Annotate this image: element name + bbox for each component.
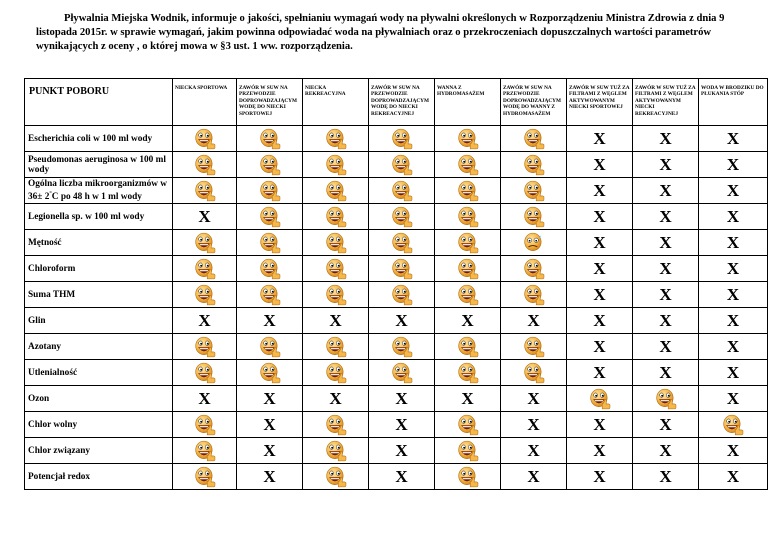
not-applicable-mark: X (659, 310, 672, 330)
column-header: ZAWÓR W SUW TUŻ ZA FILTRAMI Z WĘGLEM AKTYWOWANYM NIECKI SPORTOWEJ (567, 79, 633, 126)
row-label: Legionella sp. w 100 ml wody (25, 204, 173, 230)
compliant-cell (173, 438, 237, 464)
not-applicable-mark: X (726, 336, 740, 356)
thumbs-up-smiley-icon (194, 258, 216, 280)
not-applicable-mark: X (593, 284, 606, 304)
thumbs-up-smiley-icon (457, 284, 479, 306)
row-label: Chloroform (25, 256, 173, 282)
not-applicable-cell (567, 334, 633, 360)
thumbs-up-smiley-icon (194, 466, 216, 488)
compliant-cell (501, 334, 567, 360)
table-row (25, 178, 768, 204)
not-applicable-mark: X (659, 284, 672, 304)
thumbs-up-smiley-icon (523, 180, 545, 202)
not-applicable-mark: X (329, 388, 342, 408)
thumbs-up-smiley-icon (325, 232, 347, 254)
thumbs-up-smiley-icon (457, 336, 479, 358)
compliant-cell (173, 230, 237, 256)
not-applicable-cell (699, 464, 768, 490)
not-applicable-mark: X (263, 466, 276, 486)
thumbs-up-smiley-icon (457, 258, 479, 280)
table-row (25, 334, 768, 360)
table-header-row (25, 79, 768, 126)
thumbs-up-smiley-icon (457, 154, 479, 176)
not-applicable-mark: X (593, 232, 606, 252)
compliant-cell (303, 178, 369, 204)
not-applicable-cell (567, 360, 633, 386)
thumbs-up-smiley-icon (259, 336, 281, 358)
not-applicable-cell (699, 126, 768, 152)
not-applicable-mark: X (593, 206, 606, 226)
row-label: Escherichia coli w 100 ml wody (25, 126, 173, 152)
table-row (25, 204, 768, 230)
not-applicable-cell (237, 412, 303, 438)
not-applicable-cell (567, 282, 633, 308)
not-applicable-cell (567, 256, 633, 282)
thumbs-up-smiley-icon (391, 128, 413, 150)
compliant-cell (237, 230, 303, 256)
compliant-cell (435, 464, 501, 490)
not-applicable-mark: X (593, 440, 606, 460)
not-applicable-cell (237, 386, 303, 412)
thumbs-up-smiley-icon (259, 258, 281, 280)
thumbs-up-smiley-icon (391, 258, 413, 280)
thumbs-up-smiley-icon (259, 284, 281, 306)
thumbs-up-smiley-icon (194, 232, 216, 254)
not-applicable-cell (369, 412, 435, 438)
compliant-cell (237, 152, 303, 178)
thumbs-up-smiley-icon (722, 414, 744, 436)
not-applicable-mark: X (726, 206, 740, 226)
not-applicable-cell (633, 230, 699, 256)
compliant-cell (435, 438, 501, 464)
row-label: Chlor związany (25, 438, 173, 464)
not-applicable-cell (435, 308, 501, 334)
not-applicable-mark: X (527, 388, 540, 408)
compliant-cell (501, 256, 567, 282)
not-applicable-mark: X (329, 310, 342, 330)
not-applicable-mark: X (263, 310, 276, 330)
thumbs-up-smiley-icon (457, 206, 479, 228)
not-applicable-cell (567, 412, 633, 438)
compliant-cell (369, 230, 435, 256)
row-label: Chlor wolny (25, 412, 173, 438)
compliant-cell (303, 204, 369, 230)
not-applicable-mark: X (659, 258, 672, 278)
compliant-cell (173, 412, 237, 438)
not-applicable-cell (699, 152, 768, 178)
not-applicable-cell (633, 126, 699, 152)
not-applicable-cell (435, 386, 501, 412)
not-applicable-mark: X (593, 362, 606, 382)
compliant-cell (699, 412, 768, 438)
not-applicable-cell (567, 126, 633, 152)
thumbs-up-smiley-icon (259, 128, 281, 150)
not-applicable-mark: X (726, 258, 740, 278)
thumbs-up-smiley-icon (325, 154, 347, 176)
thumbs-up-smiley-icon (325, 440, 347, 462)
compliant-cell (501, 204, 567, 230)
not-applicable-mark: X (593, 258, 606, 278)
thumbs-up-smiley-icon (194, 128, 216, 150)
not-applicable-mark: X (659, 180, 672, 200)
not-applicable-cell (699, 308, 768, 334)
page-header: Pływalnia Miejska Wodnik, informuje o jakości, spełnianiu wymagań wody na pływalni określonych w Rozporządzeniu Ministra Zdrowia z dnia 9 listopada 2015r. w sprawie wymagań, jakim powinna odpowiadać woda na pływalniach oraz o przekroczeniach dopuszczalnych wartości parametrów wynikających z oceny , o której mowa w §3 ust. 1 ww. rozporządzenia. (36, 13, 725, 52)
not-applicable-cell (303, 386, 369, 412)
not-applicable-mark: X (395, 414, 408, 434)
thumbs-up-smiley-icon (194, 362, 216, 384)
not-applicable-cell (501, 464, 567, 490)
compliant-cell (303, 152, 369, 178)
not-applicable-cell (567, 438, 633, 464)
column-header: WANNA Z HYDROMASAŻEM (435, 79, 501, 126)
not-applicable-mark: X (593, 414, 606, 434)
not-applicable-mark: X (726, 154, 740, 174)
compliant-cell (303, 360, 369, 386)
compliant-cell (173, 126, 237, 152)
not-applicable-cell (633, 438, 699, 464)
compliant-cell (303, 412, 369, 438)
compliant-cell (369, 152, 435, 178)
thumbs-up-smiley-icon (391, 284, 413, 306)
not-applicable-cell (567, 204, 633, 230)
not-applicable-cell (633, 152, 699, 178)
thumbs-up-smiley-icon (523, 336, 545, 358)
thumbs-up-smiley-icon (259, 362, 281, 384)
compliant-cell (435, 126, 501, 152)
compliant-cell (173, 464, 237, 490)
thumbs-up-smiley-icon (391, 154, 413, 176)
compliant-cell (173, 334, 237, 360)
not-applicable-cell (699, 256, 768, 282)
not-applicable-mark: X (395, 310, 408, 330)
not-applicable-cell (369, 386, 435, 412)
not-applicable-cell (303, 308, 369, 334)
table-row (25, 438, 768, 464)
not-applicable-mark: X (263, 388, 276, 408)
compliant-cell (435, 230, 501, 256)
not-applicable-cell (699, 438, 768, 464)
not-applicable-cell (633, 256, 699, 282)
column-header: NIECKA SPORTOWA (173, 79, 237, 126)
compliant-cell (173, 152, 237, 178)
compliant-cell (369, 360, 435, 386)
not-applicable-mark: X (659, 154, 672, 174)
compliant-cell (303, 438, 369, 464)
thumbs-up-smiley-icon (325, 284, 347, 306)
thumbs-up-smiley-icon (457, 232, 479, 254)
not-applicable-mark: X (659, 466, 672, 486)
table-row (25, 308, 768, 334)
compliant-cell (237, 178, 303, 204)
not-applicable-mark: X (726, 232, 740, 252)
thumbs-up-smiley-icon (523, 258, 545, 280)
compliant-cell (369, 282, 435, 308)
compliant-cell (435, 204, 501, 230)
not-applicable-mark: X (527, 310, 540, 330)
row-label: Potencjał redox (25, 464, 173, 490)
not-applicable-mark: X (659, 206, 672, 226)
compliant-cell (435, 282, 501, 308)
not-applicable-cell (501, 438, 567, 464)
compliant-cell (501, 282, 567, 308)
row-label: Pseudomonas aeruginosa w 100 ml wody (25, 152, 173, 178)
compliant-cell (501, 360, 567, 386)
compliant-cell (501, 178, 567, 204)
thumbs-up-smiley-icon (457, 180, 479, 202)
not-applicable-cell (567, 152, 633, 178)
column-header: ZAWÓR W SUW NA PRZEWODZIE DOPROWADZAJĄCYM WODĘ DO NIECKI SPORTOWEJ (237, 79, 303, 126)
thumbs-up-smiley-icon (325, 414, 347, 436)
not-applicable-cell (699, 282, 768, 308)
table-row (25, 412, 768, 438)
not-applicable-mark: X (726, 466, 740, 486)
thumbs-up-smiley-icon (194, 440, 216, 462)
not-applicable-cell (567, 178, 633, 204)
not-applicable-cell (633, 334, 699, 360)
exceeded-cell (501, 230, 567, 256)
thumbs-up-smiley-icon (523, 128, 545, 150)
not-applicable-mark: X (593, 154, 606, 174)
not-applicable-cell (699, 204, 768, 230)
table-row (25, 230, 768, 256)
row-label: Utlenialność (25, 360, 173, 386)
table-row (25, 360, 768, 386)
table-row (25, 282, 768, 308)
column-header: NIECKA REKREACYJNA (303, 79, 369, 126)
not-applicable-mark: X (395, 388, 408, 408)
row-label: Azotany (25, 334, 173, 360)
not-applicable-cell (699, 230, 768, 256)
not-applicable-mark: X (726, 362, 740, 382)
thumbs-up-smiley-icon (523, 206, 545, 228)
column-header: ZAWÓR W SUW NA PRZEWODZIE DOPROWADZAJĄCYM WODĘ DO WANNY Z HYDROMASAŻEM (501, 79, 567, 126)
not-applicable-cell (699, 386, 768, 412)
not-applicable-mark: X (527, 440, 540, 460)
row-label: Ozon (25, 386, 173, 412)
thumbs-up-smiley-icon (457, 466, 479, 488)
thumbs-up-smiley-icon (194, 414, 216, 436)
not-applicable-mark: X (198, 310, 211, 330)
not-applicable-mark: X (527, 466, 540, 486)
not-applicable-cell (633, 412, 699, 438)
row-label: Suma THM (25, 282, 173, 308)
not-applicable-mark: X (395, 440, 408, 460)
thumbs-up-smiley-icon (457, 414, 479, 436)
table-row (25, 152, 768, 178)
compliant-cell (303, 126, 369, 152)
row-label: Glin (25, 308, 173, 334)
not-applicable-mark: X (726, 440, 740, 460)
not-applicable-mark: X (461, 310, 474, 330)
not-applicable-mark: X (593, 128, 606, 148)
compliant-cell (369, 126, 435, 152)
compliant-cell (237, 256, 303, 282)
not-applicable-cell (699, 360, 768, 386)
compliant-cell (303, 334, 369, 360)
thumbs-up-smiley-icon (194, 180, 216, 202)
compliant-cell (303, 282, 369, 308)
not-applicable-cell (633, 360, 699, 386)
table-row (25, 386, 768, 412)
compliant-cell (303, 464, 369, 490)
not-applicable-cell (173, 386, 237, 412)
not-applicable-mark: X (659, 414, 672, 434)
thumbs-up-smiley-icon (194, 336, 216, 358)
compliant-cell (501, 152, 567, 178)
not-applicable-cell (633, 204, 699, 230)
thumbs-up-smiley-icon (325, 206, 347, 228)
not-applicable-mark: X (263, 414, 276, 434)
not-applicable-mark: X (593, 180, 606, 200)
thumbs-up-smiley-icon (325, 258, 347, 280)
column-header: ZAWÓR W SUW NA PRZEWODZIE DOPROWADZAJĄCYM WODĘ DO NIECKI REKREACYJNEJ (369, 79, 435, 126)
compliant-cell (237, 282, 303, 308)
not-applicable-mark: X (726, 284, 740, 304)
compliant-cell (435, 360, 501, 386)
thumbs-up-smiley-icon (523, 154, 545, 176)
thumbs-up-smiley-icon (523, 284, 545, 306)
not-applicable-cell (501, 308, 567, 334)
compliant-cell (633, 386, 699, 412)
compliant-cell (173, 178, 237, 204)
thumbs-up-smiley-icon (325, 466, 347, 488)
thumbs-up-smiley-icon (457, 440, 479, 462)
thumbs-up-smiley-icon (523, 362, 545, 384)
thumbs-up-smiley-icon (259, 206, 281, 228)
not-applicable-cell (567, 230, 633, 256)
compliant-cell (173, 360, 237, 386)
thumbs-up-smiley-icon (457, 128, 479, 150)
compliant-cell (435, 334, 501, 360)
compliant-cell (369, 256, 435, 282)
compliant-cell (501, 126, 567, 152)
not-applicable-mark: X (659, 336, 672, 356)
not-applicable-mark: X (659, 232, 672, 252)
not-applicable-cell (173, 308, 237, 334)
thumbs-up-smiley-icon (325, 362, 347, 384)
thumbs-up-smiley-icon (259, 232, 281, 254)
not-applicable-mark: X (726, 128, 740, 148)
compliant-cell (303, 256, 369, 282)
compliant-cell (435, 412, 501, 438)
compliant-cell (435, 256, 501, 282)
not-applicable-cell (237, 464, 303, 490)
not-applicable-cell (567, 308, 633, 334)
not-applicable-cell (633, 464, 699, 490)
compliant-cell (237, 360, 303, 386)
thumbs-up-smiley-icon (655, 388, 677, 410)
not-applicable-cell (369, 308, 435, 334)
column-header: ZAWÓR W SUW TUŻ ZA FILTRAMI Z WĘGLEM AKTYWOWANYM NIECKI REKREACYJNEJ (633, 79, 699, 126)
not-applicable-cell (237, 438, 303, 464)
thumbs-up-smiley-icon (391, 232, 413, 254)
not-applicable-mark: X (198, 206, 211, 226)
not-applicable-cell (369, 464, 435, 490)
table-row (25, 464, 768, 490)
not-applicable-cell (567, 464, 633, 490)
column-header-sampling-point: PUNKT POBORU (25, 79, 173, 126)
thumbs-up-smiley-icon (259, 180, 281, 202)
water-quality-table (24, 78, 768, 490)
column-header: WODA W BRODZIKU DO PŁUKANIA STÓP (699, 79, 768, 126)
thumbs-up-smiley-icon (325, 128, 347, 150)
not-applicable-mark: X (461, 388, 474, 408)
compliant-cell (237, 334, 303, 360)
thumbs-up-smiley-icon (259, 154, 281, 176)
not-applicable-cell (173, 204, 237, 230)
thumbs-up-smiley-icon (325, 180, 347, 202)
not-applicable-mark: X (659, 128, 672, 148)
compliant-cell (567, 386, 633, 412)
thumbs-up-smiley-icon (457, 362, 479, 384)
thumbs-up-smiley-icon (391, 362, 413, 384)
thumbs-up-smiley-icon (391, 180, 413, 202)
not-applicable-mark: X (726, 310, 740, 330)
not-applicable-cell (237, 308, 303, 334)
not-applicable-cell (633, 282, 699, 308)
compliant-cell (369, 178, 435, 204)
not-applicable-mark: X (659, 440, 672, 460)
not-applicable-cell (369, 438, 435, 464)
not-applicable-cell (633, 178, 699, 204)
compliant-cell (369, 334, 435, 360)
table-row (25, 256, 768, 282)
not-applicable-mark: X (593, 310, 606, 330)
row-label: Mętność (25, 230, 173, 256)
not-applicable-mark: X (198, 388, 211, 408)
thumbs-up-smiley-icon (194, 284, 216, 306)
compliant-cell (173, 256, 237, 282)
thumbs-up-smiley-icon (589, 388, 611, 410)
not-applicable-mark: X (659, 362, 672, 382)
not-applicable-cell (633, 308, 699, 334)
not-applicable-cell (501, 386, 567, 412)
compliant-cell (435, 178, 501, 204)
compliant-cell (237, 126, 303, 152)
compliant-cell (435, 152, 501, 178)
not-applicable-mark: X (395, 466, 408, 486)
not-applicable-cell (699, 178, 768, 204)
compliant-cell (237, 204, 303, 230)
table-row (25, 126, 768, 152)
thumbs-up-smiley-icon (325, 336, 347, 358)
worried-smiley-icon (523, 232, 545, 254)
not-applicable-mark: X (726, 388, 740, 408)
thumbs-up-smiley-icon (391, 336, 413, 358)
compliant-cell (173, 282, 237, 308)
compliant-cell (369, 204, 435, 230)
not-applicable-mark: X (593, 466, 606, 486)
thumbs-up-smiley-icon (391, 206, 413, 228)
not-applicable-mark: X (263, 440, 276, 460)
not-applicable-mark: X (527, 414, 540, 434)
compliant-cell (303, 230, 369, 256)
not-applicable-cell (699, 334, 768, 360)
not-applicable-mark: X (593, 336, 606, 356)
not-applicable-mark: X (726, 180, 740, 200)
thumbs-up-smiley-icon (194, 154, 216, 176)
row-label: Ogólna liczba mikroorganizmów w 36± 2°C po 48 h w 1 ml wody (25, 178, 173, 204)
not-applicable-cell (501, 412, 567, 438)
